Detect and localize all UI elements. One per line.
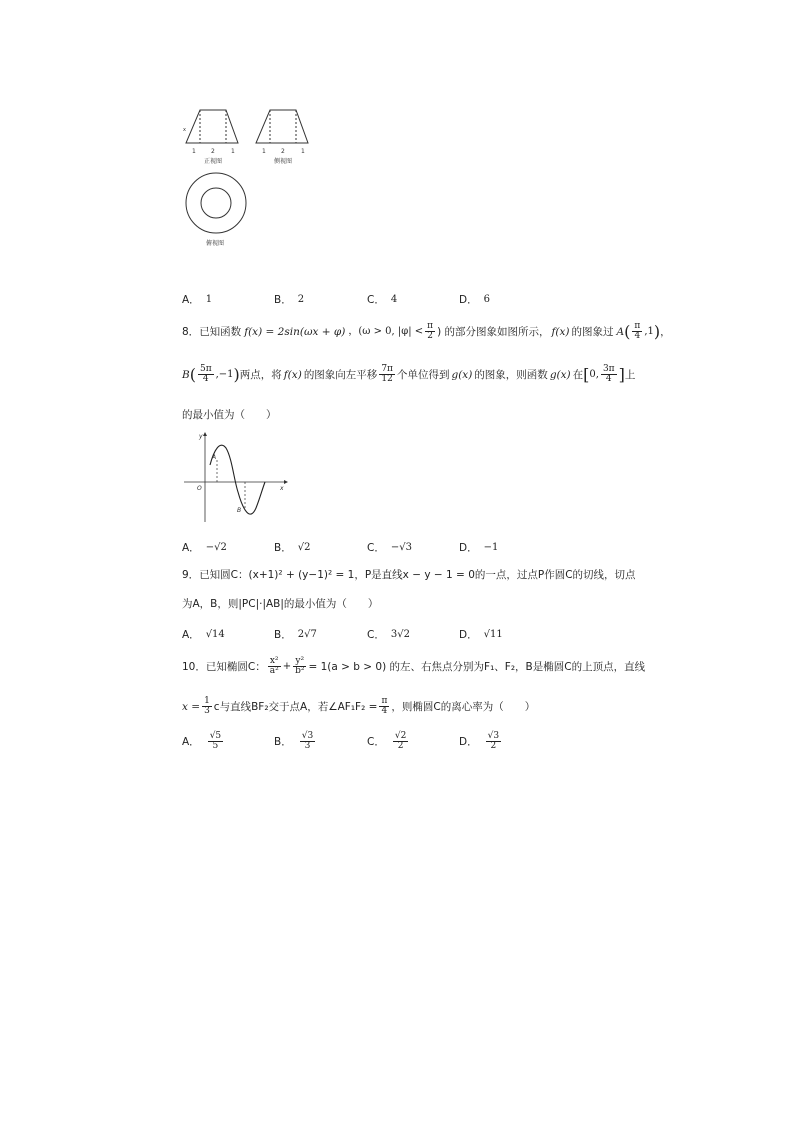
q7-option-c: C． 4	[367, 294, 398, 306]
graph-x-label: x	[280, 485, 284, 492]
q10-option-a: A． $\frac{√5}{5}$	[182, 731, 222, 752]
front-dim-mid: 2	[211, 148, 215, 155]
graph-point-b: B	[237, 507, 242, 514]
front-dim-x: x	[183, 127, 186, 133]
q8-option-a: A． −√2	[182, 542, 227, 554]
q9-option-a: A． √14	[182, 629, 225, 641]
q8-line1: 8． 已知函数 f(x) = 2sin(ωx + φ) ，(ω > 0, |φ| < $\frac{\pi}{2}$ ) 的部分图象如图所示， f(x) 的图象过 A ( $\frac{\pi}{4}$ ,1 ) ，	[182, 321, 671, 342]
q9-option-b: B． 2√7	[274, 629, 317, 641]
side-view	[256, 110, 308, 143]
q10-option-c: C． $\frac{√2}{2}$	[367, 731, 407, 752]
top-view-label: 俯视图	[206, 240, 225, 247]
side-dim-right: 1	[301, 148, 305, 155]
q10-option-b: B． $\frac{√3}{3}$	[274, 731, 314, 752]
graph-origin-label: O	[197, 485, 202, 492]
q9-line2: 为A，B，则|PC|·|AB|的最小值为（ ）	[182, 598, 379, 610]
q10-line2: x = $\frac{1}{3}$ c与直线BF₂交于点A，若∠AF₁F₂ = $\frac{\pi}{4}$ ，则椭圆C的离心率为（ ）	[182, 696, 536, 717]
front-view-label: 正视图	[204, 158, 223, 165]
q7-option-d: D． 6	[459, 294, 490, 306]
q8-line3: 的最小值为（ ）	[182, 409, 277, 421]
q8-option-d: D． −1	[459, 542, 499, 554]
q9-option-c: C． 3√2	[367, 629, 410, 641]
q8-option-c: C． −√3	[367, 542, 412, 554]
q9-option-d: D． √11	[459, 629, 503, 641]
side-dim-mid: 2	[281, 148, 285, 155]
q7-option-a: A． 1	[182, 294, 213, 306]
q10-line1: 10． 已知椭圆C： $\frac{\text{x²}}{\text{a²}}$ + $\frac{\text{y²}}{\text{b²}}$ = 1(a > b > 0) 的左、右焦点分别为F₁、F₂，B是椭圆C的上顶点，直线	[182, 656, 646, 677]
q8-option-b: B． √2	[274, 542, 311, 554]
front-dim-right: 1	[231, 148, 235, 155]
front-view	[186, 110, 238, 143]
side-dim-left: 1	[262, 148, 266, 155]
q9-line1: 9．已知圆C：(x+1)² + (y−1)² = 1，P是直线x − y − 1 = 0的一点，过点P作圆C的切线，切点	[182, 569, 636, 581]
sine-curve	[210, 445, 265, 514]
top-view	[186, 173, 246, 233]
front-dim-left: 1	[192, 148, 196, 155]
graph-y-label: y	[199, 433, 203, 440]
graph-point-a: A	[212, 454, 217, 461]
three-view-figure	[180, 105, 320, 250]
q10-option-d: D． $\frac{√3}{2}$	[459, 731, 500, 752]
q7-option-b: B． 2	[274, 294, 305, 306]
q8-sine-graph	[180, 430, 290, 525]
q8-line2: B ( $\frac{5\pi}{4}$ ,−1 ) 两点，将 f(x) 的图象向左平移 $\frac{7\pi}{12}$ 个单位得到 g(x) 的图象，则函数 g(x) 在 [ 0, $\frac{3\pi}{4}$ ] 上	[182, 364, 636, 385]
side-view-label: 侧视图	[274, 158, 293, 165]
